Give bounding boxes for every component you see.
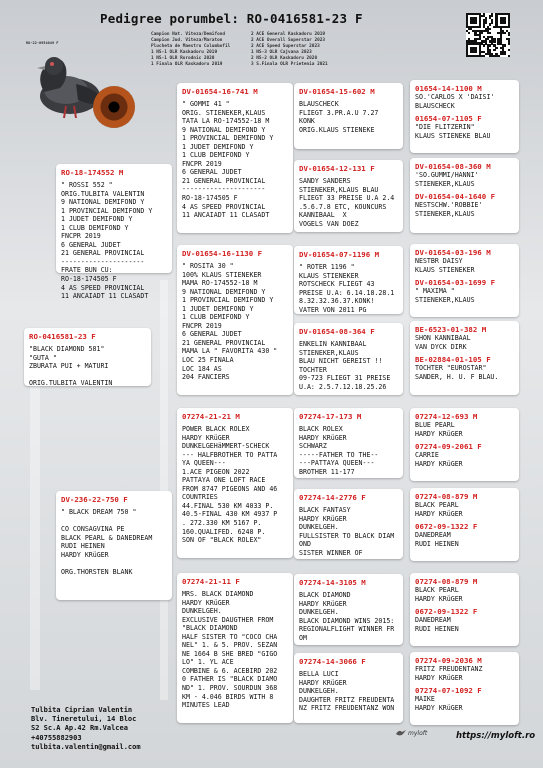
- qr-module: [504, 21, 506, 23]
- qr-module: [489, 44, 491, 46]
- pigeon-details: DANEDREAM RUDI HEINEN: [415, 531, 459, 548]
- myloft-brand: myloft: [408, 730, 428, 737]
- pigeon-details: POWER BLACK ROLEX HARDY KRüGER DUNKELGEHäMMERT-SCHECK --- HALFBROTHER TO PATTA YA QUEEN--- 1.ACE PIGEON 2022 PATTAYA ONE LOFT RACE FROM 8747 PIGEONS AND 46 COUNTRIES 44.FINAL 530 KM 4033 P. 40.5-FINAL 430 KM 4937 P . 272.330 KM 5167 P. 160.QUALIFED. 6248 P. SON OF "BLACK ROLEX": [182, 425, 278, 545]
- pigeon-details: BLAUSCHECK FLIEGT 3.PR.A.U 7.27 KONK ORIG.KLAUS STIENEKE: [299, 100, 379, 134]
- pigeon-details: MRS. BLACK DIAMOND HARDY KRüGER DUNKELGEH. EXCLUSIVE DAUGTHER FROM "BLACK DIAMOND HALF SISTER TO "COCO CHA NEL" 1. & 5. PROV. SEZAN NE 1664 B SHE BRED "GIGO LO" 1. YL ACE COMBINE & 6. ACEBIRD 202 0 FATHER IS "BLACK DIAMO ND" 1. PROV. SOURDUN 368 KM - 4.046 BIRDS WITH 8 MINUTES LEAD: [182, 590, 278, 710]
- pigeon-details: "DIE FLITZERIN" KLAUS STIENEKE BLAU: [415, 123, 491, 140]
- great-grandparent-card[interactable]: [294, 323, 403, 395]
- owner-phone[interactable]: +40755882903: [31, 733, 82, 742]
- pigeon-details: "BLACK DIAMOND 581" "GUTA " ZBURATA PUI + MATURI ORIG.TULBITA VALENTIN: [29, 345, 113, 388]
- ring-number: 07274-07-1092 F: [415, 686, 482, 696]
- achievement-line: Plucheta de Maestru Columbofil: [151, 44, 231, 50]
- pigeon-details: " GOMMI 41 " ORIG. STIENEKER,KLAUS TATA LA RO-174552-18 M 9 NATIONAL DEMIFOND Y 1 PROVINCIAL DEMIFOND Y 1 JUDET DEMIFOND Y 1 CLUB DEMIFOND Y FNCPR 2019 6 GENERAL JUDET 21 GENERAL PROVINCIAL --------------------- RO-18-174505 F 4 AS SPEED PROVINCIAL 11 ANCAIADT 11 CLASADT: [182, 100, 274, 220]
- ring-number: BE-6523-01-382 M: [415, 325, 487, 334]
- qr-module: [483, 55, 485, 57]
- achievement-line: 1 NS-1 OLR Rorodnic 2020: [151, 56, 215, 62]
- qr-module: [491, 15, 493, 17]
- pigeon-details: " ROSSI 552 " ORIG.TULBITA VALENTIN 9 NATIONAL DEMIFOND Y 1 PROVINCIAL DEMIFOND Y 1 JUDET DEMIFOND Y 1 CLUB DEMIFOND Y FNCPR 2019 6 GENERAL JUDET 21 GENERAL PROVINCIAL --------------------- FRATE BUN CU: RO-18-174505 F 4 AS SPEED PROVINCIAL 11 ANCAIADT 11 CLASADT: [61, 181, 153, 301]
- ring-number: 07274-14-2776 F: [299, 493, 366, 502]
- website-link[interactable]: https://myloft.ro: [456, 731, 536, 741]
- gggp-pair-card[interactable]: [410, 158, 519, 233]
- achievement-line: 2 ACE Overall Superstar 2023: [251, 38, 326, 44]
- myloft-bird-icon: [395, 728, 407, 737]
- pigeon-details: ENKELIN KANNIBAAL STIENEKER,KLAUS BLAU NICHT GEREIST !! TOCHTER 09-723 FLIEGT 31 PREISE U.A: 2.5.7.12.18.25.26: [299, 340, 391, 391]
- ring-number: DV-01654-15-602 M: [299, 87, 375, 96]
- ring-number: RO-0416581-23 F: [29, 332, 96, 341]
- pigeon-eye-photo: [93, 86, 135, 128]
- qr-module: [491, 21, 493, 23]
- qr-code[interactable]: [466, 13, 510, 57]
- ring-number: 07274-08-879 M: [415, 492, 478, 501]
- ring-number: DV-01654-08-360 M: [415, 162, 491, 171]
- background-post: [160, 280, 168, 700]
- pigeon-details: DANEDREAM RUDI HEINEN: [415, 616, 459, 633]
- ring-number: 07274-14-3105 M: [299, 578, 366, 587]
- great-grandparent-card[interactable]: [294, 246, 403, 314]
- qr-module: [483, 44, 485, 46]
- gggp-pair-card[interactable]: [410, 321, 519, 395]
- achievement-line: 1 Finala OLR Kaskadoru 2019: [151, 62, 223, 68]
- ring-number: DV-01654-16-741 M: [182, 87, 258, 96]
- pigeon-details: SHON KANNIBAAL VAN DYCK DIRK: [415, 334, 471, 351]
- achievements-col-2: [251, 32, 328, 69]
- qr-module: [479, 26, 481, 28]
- ring-number: 01654-07-1105 F: [415, 114, 482, 124]
- dam-card[interactable]: [56, 491, 172, 600]
- owner-address-line: Blv. Tineretului, 14 Bloc: [31, 715, 137, 724]
- ring-number: DV-01654-12-131 F: [299, 164, 375, 173]
- achievement-line: 2 ACE Speed Superstar 2023: [251, 44, 320, 50]
- qr-module: [489, 28, 491, 30]
- ring-number: 07274-08-879 M: [415, 577, 478, 586]
- qr-module: [489, 23, 491, 25]
- qr-module: [493, 40, 495, 42]
- gggp-pair-card[interactable]: [410, 488, 519, 561]
- ring-number: 0672-09-1322 F: [415, 607, 478, 617]
- qr-module: [468, 32, 470, 34]
- great-grandparent-card[interactable]: [294, 408, 403, 478]
- logo-ring-id: RO-22-0954049 F: [26, 41, 59, 45]
- ring-number: 07274-12-693 M: [415, 412, 478, 421]
- qr-module: [495, 47, 497, 49]
- pigeon-details: TOCHTER "EUROSTAR" SANDER, H. U. F BLAU.: [415, 364, 499, 381]
- gggp-pair-card[interactable]: [410, 652, 519, 725]
- page-title: Pedigree porumbel: RO-0416581-23 F: [100, 11, 363, 26]
- pigeon-details: BLACK FANTASY HARDY KRüGER DUNKELGEH. FULLSISTER TO BLACK DIAM OND SISTER WINNER OF: [299, 506, 395, 557]
- qr-module: [504, 53, 506, 55]
- ring-number: BE-02884-01-105 F: [415, 355, 491, 365]
- ring-number: DV-01654-07-1196 M: [299, 250, 380, 259]
- pigeon-details: " MAXIMA " STIENEKER,KLAUS: [415, 287, 475, 304]
- great-grandparent-card[interactable]: [294, 83, 403, 149]
- owner-name: Tulbita Ciprian Valentin: [31, 706, 133, 714]
- subject-card[interactable]: [24, 328, 151, 386]
- pigeon-details: BLACK DIAMOND HARDY KRüGER DUNKELGEH. BLACK DIAMOND WINS 2015: REGIONALFLIGHT WINNER FR OM: [299, 591, 395, 642]
- pigeon-details: BLUE PEARL HARDY KRüGER: [415, 421, 463, 438]
- achievement-line: 3 S.Finala OLR Prietenia 2021: [251, 62, 328, 68]
- pigeon-details: BELLA LUCI HARDY KRüGER DUNKELGEH. DAUGHTER FRITZ FREUDENTA NZ FRITZ FREUDENTANZ WON: [299, 670, 395, 713]
- ring-number: 07274-14-3066 F: [299, 657, 366, 666]
- great-grandparent-card[interactable]: [294, 574, 403, 645]
- ring-number: DV-01654-03-196 M: [415, 248, 491, 257]
- pigeon-details: NESTBR DAISY KLAUS STIENEKER: [415, 257, 475, 274]
- gggp-pair-card[interactable]: [410, 573, 519, 646]
- pigeon-details: " ROTER 1196 " KLAUS STIENEKER ROTSCHECK FLIEGT 43 PREISE U.A: 6.14.18.28.1 8.32.32.36.37.KONK! VATER VON 2011 PG: [299, 263, 395, 314]
- ring-number: 07274-17-173 M: [299, 412, 362, 421]
- achievement-line: Campion Nat. Viteza/Demifond: [151, 32, 226, 37]
- grandparent-card[interactable]: [177, 408, 293, 558]
- qr-module: [474, 51, 476, 53]
- achievement-line: 2 NS-2 OLR Kaskadoru 2020: [251, 56, 318, 62]
- ring-number: RO-18-174552 M: [61, 168, 124, 177]
- qr-module: [474, 21, 476, 23]
- ring-number: 01654-14-1100 M: [415, 84, 482, 93]
- qr-module: [508, 49, 510, 51]
- ring-number: DV-01654-16-1130 F: [182, 249, 263, 258]
- grandparent-card[interactable]: [177, 245, 293, 395]
- ring-number: 07274-21-21 M: [182, 412, 240, 421]
- pigeon-details: CARRIE HARDY KRüGER: [415, 451, 463, 468]
- owner-address-line: S2 Sc.A Ap.42 Rm.Valcea: [31, 724, 128, 733]
- qr-module: [497, 55, 499, 57]
- achievement-line: 1 NS-1 OLR Kaskadoru 2019: [151, 50, 218, 56]
- pigeon-details: 'SO.GUMMI/HANNI' STIENEKER,KLAUS: [415, 171, 479, 188]
- owner-contact: [31, 706, 141, 752]
- gggp-pair-card[interactable]: [410, 408, 519, 481]
- pigeon-details: NESTSCHW.'ROBBIE' STIENEKER,KLAUS: [415, 201, 483, 218]
- qr-module: [481, 32, 483, 34]
- pigeon-details: " ROSITA 30 " 100% KLAUS STIENEKER MAMA RO-174552-18 M 9 NATIONAL DEMIFOND Y 1 PROVINCIAL DEMIFOND Y 1 JUDET DEMIFOND Y 1 CLUB DEMIFOND Y FNCPR 2019 6 GENERAL JUDET 21 GENERAL PROVINCIAL MAMA LA " FAVORITA 430 " LOC 25 FINALA LOC 184 AS 204 FANCIERS: [182, 262, 278, 382]
- great-grandparent-card[interactable]: [294, 489, 403, 559]
- achievement-line: 1 NS-3 OLR Cajvana 2023: [251, 50, 312, 56]
- ring-number: DV-01654-08-364 F: [299, 327, 375, 336]
- qr-module: [508, 34, 510, 36]
- pigeon-details: MAIKE HARDY KRüGER: [415, 695, 463, 712]
- achievements-col-1: [151, 32, 230, 69]
- pigeon-details: BLACK ROLEX HARDY KRüGER SCHWARZ -----FATHER TO THE-- ---PATTAYA QUEEN--- BROTHER 11-177: [299, 425, 379, 476]
- qr-module: [504, 32, 506, 34]
- pigeon-details: SANDY SANDERS STIENEKER,KLAUS BLAU FLIEGT 33 PREISE U.A 2.4 .5.6.7.8 ETC, KOUNCURS KANNIBAAL X VOGELS VAN DOEZ: [299, 177, 395, 228]
- qr-module: [504, 44, 506, 46]
- ring-number: 07274-21-11 F: [182, 577, 240, 586]
- achievement-line: Campion Jud. Viteza/Maraton: [151, 38, 223, 44]
- pigeon-details: SO.'CARLOS X 'DAISI' BLAUSCHECK: [415, 93, 495, 110]
- pigeon-details: BLACK PEARL HARDY KRüGER: [415, 501, 463, 518]
- ring-number: DV-236-22-750 F: [61, 495, 128, 504]
- achievement-line: 2 ACE General Kaskadoru 2019: [251, 32, 326, 37]
- ring-number: 07274-09-2036 M: [415, 656, 482, 665]
- pigeon-details: BLACK PEARL HARDY KRüGER: [415, 586, 463, 603]
- qr-module: [508, 26, 510, 28]
- qr-module: [493, 49, 495, 51]
- qr-module: [508, 42, 510, 44]
- owner-email[interactable]: tulbita.valentin@gmail.com: [31, 742, 141, 751]
- ring-number: DV-01654-04-1640 F: [415, 192, 496, 202]
- great-grandparent-card[interactable]: [294, 160, 403, 232]
- qr-module: [485, 21, 487, 23]
- grandparent-card[interactable]: [177, 83, 293, 233]
- gggp-pair-card[interactable]: [410, 80, 519, 153]
- qr-module: [489, 32, 491, 34]
- qr-module: [508, 55, 510, 57]
- pigeon-details: FRITZ FREUDENTANZ HARDY KRüGER: [415, 665, 483, 682]
- ring-number: DV-01654-03-1699 F: [415, 278, 496, 288]
- ring-number: 0672-09-1322 F: [415, 522, 478, 532]
- ring-number: 07274-09-2061 F: [415, 442, 482, 452]
- gggp-pair-card[interactable]: [410, 244, 519, 317]
- great-grandparent-card[interactable]: [294, 653, 403, 723]
- grandparent-card[interactable]: [177, 573, 293, 723]
- sire-card[interactable]: [56, 164, 172, 301]
- pigeon-details: " BLACK DREAM 750 " CO CONSAGVINA PE BLACK PEARL & DANEDREAM RUDI HEINEN HARDY KRüGER ORG.THORSTEN BLANK: [61, 508, 153, 576]
